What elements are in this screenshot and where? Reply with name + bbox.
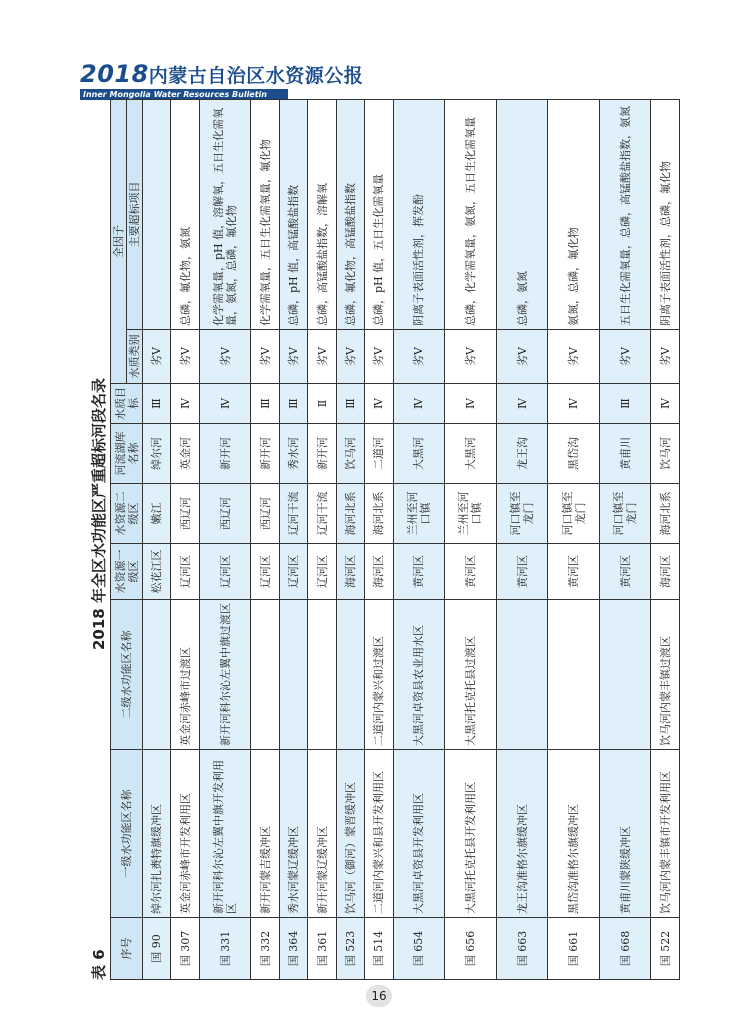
cell-no: 国 514 [365, 918, 393, 980]
cell-items: 五日生化需氧量，总磷，高锰酸盐指数，氨氮 [599, 100, 651, 330]
cell-region1: 辽河区 [251, 544, 279, 600]
cell-target: Ⅳ [171, 384, 199, 424]
cell-region1: 黄河区 [445, 544, 497, 600]
cell-zone2: 新开河科尔沁左翼中旗过渡区 [199, 600, 251, 750]
cell-zone2 [279, 600, 307, 750]
cell-no: 国 656 [445, 918, 497, 980]
cell-target: Ⅲ [279, 384, 307, 424]
cell-region1: 黄河区 [599, 544, 651, 600]
cell-no: 国 523 [336, 918, 364, 980]
cell-target: Ⅲ [251, 384, 279, 424]
table-row [651, 100, 680, 980]
cell-zone2 [251, 600, 279, 750]
cell-class: 劣Ⅴ [365, 330, 393, 384]
cell-zone1: 大黑河托克托县开发利用区 [445, 750, 497, 918]
col-zone2: 二级水功能区名称 [111, 600, 143, 750]
cell-region2: 嫩江 [143, 484, 171, 544]
cell-target: Ⅳ [548, 384, 600, 424]
cell-zone1: 饮马河内蒙丰镇市开发利用区 [651, 750, 680, 918]
cell-river: 龙王沟 [496, 424, 548, 484]
cell-river: 秀水河 [279, 424, 307, 484]
cell-no: 国 663 [496, 918, 548, 980]
cell-items: 总磷，化学需氧量，氨氮，五日生化需氧量 [445, 100, 497, 330]
table-row [199, 100, 251, 980]
col-region2: 水资源二级区 [111, 484, 143, 544]
col-target: 水质目标 [111, 384, 143, 424]
cell-zone1: 英金河赤峰市开发利用区 [171, 750, 199, 918]
cell-zone2: 大黑河托克托县过渡区 [445, 600, 497, 750]
cell-zone2 [143, 600, 171, 750]
cell-no: 国 661 [548, 918, 600, 980]
table-row [336, 100, 364, 980]
cell-region1: 黄河区 [548, 544, 600, 600]
cell-region2: 河口镇至龙门 [496, 484, 548, 544]
col-class: 水质类别 [127, 330, 143, 384]
cell-region1: 辽河区 [171, 544, 199, 600]
cell-region2: 河口镇至龙门 [599, 484, 651, 544]
cell-no: 国 361 [308, 918, 336, 980]
cell-class: 劣Ⅴ [199, 330, 251, 384]
cell-target: Ⅲ [143, 384, 171, 424]
cell-zone1: 新开河科尔沁左翼中旗开发利用区 [199, 750, 251, 918]
table-row [393, 100, 445, 980]
table-row [279, 100, 307, 980]
cell-class: 劣Ⅴ [171, 330, 199, 384]
cell-region1: 海河区 [336, 544, 364, 600]
cell-target: Ⅲ [599, 384, 651, 424]
cell-zone2: 大黑河卓资县农业用水区 [393, 600, 445, 750]
cell-target: Ⅳ [651, 384, 680, 424]
table-row [365, 100, 393, 980]
cell-class: 劣Ⅴ [548, 330, 600, 384]
cell-no: 国 522 [651, 918, 680, 980]
cell-region1: 辽河区 [199, 544, 251, 600]
col-no: 序号 [111, 918, 143, 980]
cell-region1: 辽河区 [308, 544, 336, 600]
cell-items: 阴离子表面活性剂，总磷，氟化物 [651, 100, 680, 330]
table-row [599, 100, 651, 980]
cell-no: 国 364 [279, 918, 307, 980]
cell-items: 总磷，氨氮 [496, 100, 548, 330]
cell-target: Ⅳ [496, 384, 548, 424]
cell-region1: 黄河区 [393, 544, 445, 600]
cell-region2: 西辽河 [199, 484, 251, 544]
cell-region2: 西辽河 [171, 484, 199, 544]
cell-no: 国 90 [143, 918, 171, 980]
cell-region2: 海河北系 [336, 484, 364, 544]
cell-region2: 辽河干流 [279, 484, 307, 544]
cell-zone2 [308, 600, 336, 750]
cell-zone1: 新开河蒙吉缓冲区 [251, 750, 279, 918]
cell-class: 劣Ⅴ [496, 330, 548, 384]
cell-target: Ⅳ [393, 384, 445, 424]
cell-no: 国 654 [393, 918, 445, 980]
col-items: 主要超标项目 [127, 100, 143, 330]
cell-zone1: 黑岱沟准格尔旗缓冲区 [548, 750, 600, 918]
cell-river: 新开河 [308, 424, 336, 484]
cell-items: 总磷，氟化物，高锰酸盐指数 [336, 100, 364, 330]
cell-zone2: 英金河赤峰市过渡区 [171, 600, 199, 750]
cell-items: 总磷，高锰酸盐指数，溶解氧 [308, 100, 336, 330]
table-row [171, 100, 199, 980]
cell-river: 黑岱沟 [548, 424, 600, 484]
cell-river: 黄甫川 [599, 424, 651, 484]
cell-zone2 [599, 600, 651, 750]
bulletin-name: 内蒙古自治区水资源公报 [148, 65, 364, 87]
cell-zone1: 龙王沟准格尔旗缓冲区 [496, 750, 548, 918]
cell-class: 劣Ⅴ [251, 330, 279, 384]
cell-zone1: 绰尔河扎赉特旗缓冲区 [143, 750, 171, 918]
col-river: 河流湖库名称 [111, 424, 143, 484]
cell-items: 化学需氧量，五日生化需氧量，氟化物 [251, 100, 279, 330]
cell-zone1: 新开河蒙辽缓冲区 [308, 750, 336, 918]
cell-region2: 海河北系 [365, 484, 393, 544]
cell-class: 劣Ⅴ [599, 330, 651, 384]
cell-class: 劣Ⅴ [445, 330, 497, 384]
cell-region2: 兰州至河口镇 [393, 484, 445, 544]
cell-items: 总磷，氟化物，氨氮 [171, 100, 199, 330]
cell-class: 劣Ⅴ [336, 330, 364, 384]
cell-items: 阴离子表面活性剂，挥发酚 [393, 100, 445, 330]
cell-river: 新开河 [199, 424, 251, 484]
cell-no: 国 331 [199, 918, 251, 980]
cell-region2: 辽河干流 [308, 484, 336, 544]
table-row [308, 100, 336, 980]
cell-class: 劣Ⅴ [651, 330, 680, 384]
cell-river: 新开河 [251, 424, 279, 484]
cell-region1: 海河区 [651, 544, 680, 600]
table-caption: 2018 年全区水功能区严重超标河段名录 [90, 378, 108, 650]
cell-items: 化学需氧量，pH 值，溶解氧，五日生化需氧量，氨氮，总磷，氟化物 [199, 100, 251, 330]
cell-zone1: 饮马河（御河）蒙晋缓冲区 [336, 750, 364, 918]
cell-region1: 海河区 [365, 544, 393, 600]
cell-class: 劣Ⅴ [279, 330, 307, 384]
col-all-factors: 全因子 [111, 100, 127, 384]
cell-zone1: 黄甫川蒙陕缓冲区 [599, 750, 651, 918]
table-row [251, 100, 279, 980]
cell-items: 总磷，pH 值，高锰酸盐指数 [279, 100, 307, 330]
bulletin-subtitle: Inner Mongolia Water Resources Bulletin [80, 89, 288, 100]
table-heading [86, 100, 108, 980]
cell-class: 劣Ⅴ [308, 330, 336, 384]
table-row [445, 100, 497, 980]
rotated-table-area [86, 100, 686, 980]
cell-river: 英金河 [171, 424, 199, 484]
table-row [548, 100, 600, 980]
cell-zone1: 二道河内蒙兴和县开发利用区 [365, 750, 393, 918]
table-row [143, 100, 171, 980]
cell-region2: 河口镇至龙门 [548, 484, 600, 544]
cell-river: 饮马河 [651, 424, 680, 484]
cell-class: 劣Ⅴ [143, 330, 171, 384]
cell-items: 氨氮，总磷，氟化物 [548, 100, 600, 330]
table-label: 表 6 [90, 949, 108, 980]
cell-river: 饮马河 [336, 424, 364, 484]
cell-items: 总磷，pH 值，五日生化需氧量 [365, 100, 393, 330]
col-zone1: 一级水功能区名称 [111, 750, 143, 918]
cell-target: Ⅳ [445, 384, 497, 424]
cell-river: 绰尔河 [143, 424, 171, 484]
cell-zone2: 二道河内蒙兴和过渡区 [365, 600, 393, 750]
page-number: 16 [366, 985, 392, 1007]
cell-no: 国 668 [599, 918, 651, 980]
bulletin-year: 2018 [80, 60, 149, 88]
cell-target: Ⅲ [336, 384, 364, 424]
cell-target: Ⅳ [365, 384, 393, 424]
table-row [496, 100, 548, 980]
overstandard-river-table [110, 99, 680, 980]
cell-region2: 海河北系 [651, 484, 680, 544]
col-region1: 水资源一级区 [111, 544, 143, 600]
cell-zone2 [548, 600, 600, 750]
cell-no: 国 332 [251, 918, 279, 980]
bulletin-title [80, 60, 363, 88]
cell-zone2: 饮马河内蒙丰镇过渡区 [651, 600, 680, 750]
cell-zone1: 大黑河卓资县开发利用区 [393, 750, 445, 918]
cell-region2: 兰州至河口镇 [445, 484, 497, 544]
cell-zone2 [496, 600, 548, 750]
cell-region1: 黄河区 [496, 544, 548, 600]
cell-class: 劣Ⅴ [393, 330, 445, 384]
cell-river: 二道河 [365, 424, 393, 484]
cell-items [143, 100, 171, 330]
cell-zone2 [336, 600, 364, 750]
cell-river: 大黑河 [445, 424, 497, 484]
cell-no: 国 307 [171, 918, 199, 980]
cell-region1: 松花江区 [143, 544, 171, 600]
cell-river: 大黑河 [393, 424, 445, 484]
cell-region1: 辽河区 [279, 544, 307, 600]
cell-region2: 西辽河 [251, 484, 279, 544]
cell-target: Ⅱ [308, 384, 336, 424]
cell-zone1: 秀水河蒙辽缓冲区 [279, 750, 307, 918]
cell-target: Ⅳ [199, 384, 251, 424]
